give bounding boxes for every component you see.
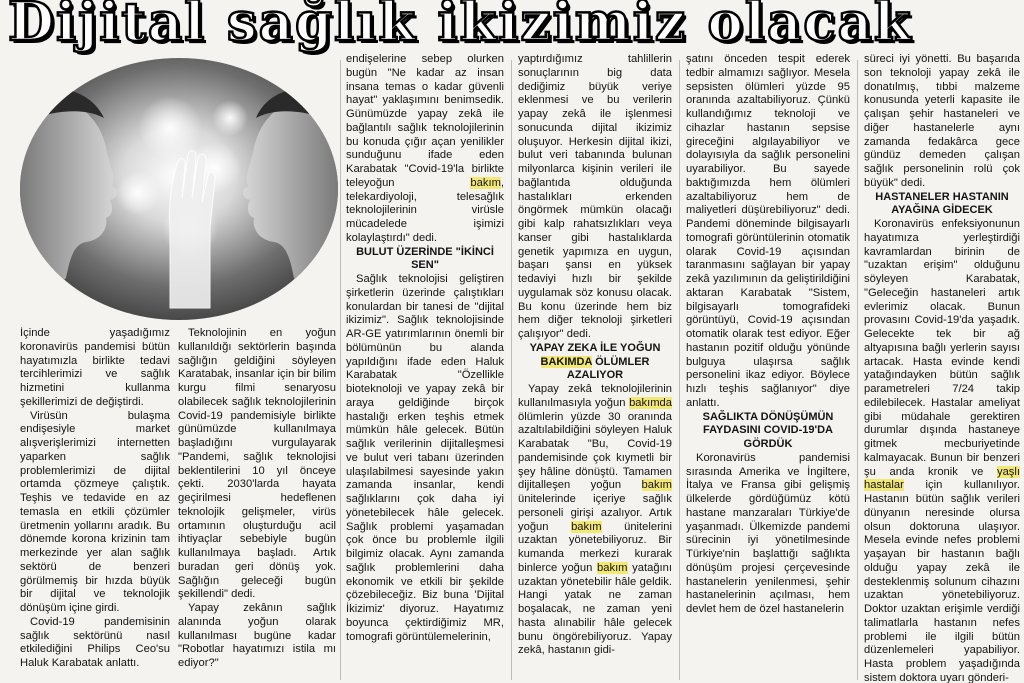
paragraph: Koronavirüs enfeksiyonunun hayatımıza yerleştirdiği kavramlardan birinin de "uzaktan erişim" olduğunu söyleyen Karabatak, "Geleceğin hastaneleri artık evlerimiz olacak. Bunun provasını Covid-19'da yaşadık. Gelecekte tek bir ağ altyapısına bağlı yerlerin sayısı artacak. Hasta evinde kendi yatağındayken bütün sağlık parametreleri 7/24 takip edilebilecek. Hastalar ameliyat gibi müdahale gerektiren durumlar dışında hastaneye gitmek mecburiyetinde kalmayacak. Bunun bir benzeri şu anda kronik ve yaşlı hastalar için kullanılıyor. Hastanın bütün sağlık verileri dünyanın neresinde olursa olsun doktoruna ulaşıyor. Mesela evinde nefes problemi yaşayan bir hastanın bağlı olduğu yapay zekâ ile desteklenmiş solunum cihazını uzaktan yönetebiliyoruz. Doktor uzaktan erişimle verdiği talimatlarla hastanın nefes problemi ile ilgili bütün düzenlemeleri yapabiliyor. Hasta problem yaşadığında sistem doktora uyarı gönderi- (864, 218, 1020, 683)
column-rule (511, 60, 512, 680)
paragraph: Koronavirüs pandemisi sırasında Amerika ve İngiltere, İtalya ve Fransa gibi gelişmiş ülkelerde gördüğümüz kötü hastane manzaraları Türkiye'de yaşanmadı. Ülkemizde pandemi sürecinin iyi yönetilmesinde Türkiye'nin başlattığı sağlıkta dönüşüm projesi çerçevesinde hastanelerin yenilenmesi, şehir hastanelerinin açılması, hem devlet hem de özel hastanelerin (686, 451, 850, 615)
paragraph: Yapay zekâ teknolojilerinin kullanılmasıyla yoğun bakımda ölümlerin yüzde 30 oranında azaltılabildiğini söyleyen Haluk Karabatak "Bu, Covid-19 pandemisinde çok kıymetli bir şey hâline dönüştü. Tamamen dijitalleşen yoğun bakım ünitelerinde içeriye sağlık personeli girişi azalıyor. Artık yoğun bakım ünitelerini uzaktan yönetebiliyoruz. Bir kumanda merkezi kurarak binlerce yoğun bakım yatağını uzaktan yönetebilir hâle geldik. Hangi yatak ne zaman boşalacak, ne zaman yeni hasta alınabilir hâle gelecek bunu öngörebiliyoruz. Yapay zekâ, hastanın gidi- (518, 383, 672, 657)
paragraph: İçinde yaşadığımız koronavirüs pandemisi bütün hayatımızla birlikte tedavi tercihlerimizi ve sağlık hizmetini kullanma şekillerimizi de değiştirdi. (20, 327, 170, 408)
paragraph: Teknolojinin en yoğun kullanıldığı sektörlerin başında sağlığın geldiğini söyleyen Karatabak, insanlar için bir bilim kurgu filmi senaryosu olabilecek sağlık teknolojilerinin Covid-19 pandemisiyle birlikte günümüzde kullanılmaya başladığını vurgulayarak "Pandemi, sağlık teknolojisi beklentilerini 10 yıl önceye çekti. 2030'larda hayata geçirilmesi hedeflenen teknolojik gelişmeler, virüs ortamının oluşturduğu acil ihtiyaçlar sebebiyle bugün kullanılmaya başladı. Artık buradan geri dönüş yok. Sağlığın geleceği bugün şekillendi" dedi. (178, 327, 336, 601)
article-column-1 (20, 327, 170, 683)
highlighted-term: bakım (470, 176, 501, 189)
article-column-4 (518, 53, 672, 683)
paragraph: endişelerine sebep olurken bugün "Ne kadar az insan insana temas o kadar güvenli hayat" yaklaşımını benimsedik. Günümüzde yapay zekâ ile bağlantılı sağlık teknolojilerinin bu konuda çığır açan yenilikler sunduğunu ifade eden Karabatak "Covid-19'la birlikte teleyoğun bakım, telekardiyoloji, telesağlık teknolojilerinin virüsle mücadelede işimizi kolaylaştırdı" dedi. (346, 53, 504, 244)
highlighted-term: BAKIMDA (540, 355, 593, 368)
paragraph: şatını önceden tespit ederek tedbir almamızı sağlıyor. Mesela sepsisten ölümleri yüzde 95 oranında azaltabiliyoruz. Çünkü kullandığımız teknoloji ve cihazlar hastanın sepsise gireceğini algılayabiliyor ve dolayısıyla da sağlık personelini uyarabiliyor. Bu sayede baktığımızda hem ölümleri azaltabiliyoruz hem de maliyetleri düşürebiliyoruz" dedi. Pandemi döneminde bilgisayarlı tomografi görüntülerinin otomatik olarak Covid-19 açısından taranmasını sağlayan bir yapay zekâ yazılımının da geliştirildiğini aktaran Karabatak "Sistem, bilgisayarlı tomografideki görüntüyü, Covid-19 açısından otomatik olarak test ediyor. Eğer hastanın pozitif olduğu yönünde bulguya ulaşırsa sağlık personelini ikaz ediyor. Böylece hızlı teşhis sağlanıyor" diye anlattı. (686, 53, 850, 409)
highlighted-term: bakımda (629, 396, 672, 409)
paragraph: Virüsün bulaşma endişesiyle market alışverişlerimizi internetten yaparken sağlık problemlerimizi de dijital ortamda çözmeye çalıştık. Teşhis ve tedavide en az temasla en etkili çözümler üretmenin yollarını aradık. Bu dönemde korona krizinin tam merkezinde yer alan sağlık sektörü de benzeri görülmemiş bir hızda büyük bir dijital ve teknolojik dönüşüm içine girdi. (20, 409, 170, 614)
subheading: BULUT ÜZERİNDE "İKİNCİ SEN" (356, 245, 494, 272)
paragraph: Covid-19 pandemisinin sağlık sektörünü nasıl etkilediğini Philips Ceo'su Haluk Karabatak anlattı. (20, 615, 170, 669)
paragraph: Sağlık teknolojisi geliştiren şirketlerin üzerinde çalıştıkları konulardan bir tanesi de "dijital ikizimiz". Sağlık teknolojisinde AR-GE yatırımlarının önemli bir bölümünün bu alanda yapıldığını ifade eden Haluk Karabatak "Özellikle bioteknoloji ve yapay zekâ bir araya geldiğinde birçok hastalığı erken teşhis etmek mümkün hâle gelecek. Bütün sağlık verilerinin dijitalleşmesi ve bulut veri tabanı üzerinden ulaşılabilmesi sayesinde yakın zamanda insanlar, kendi sağlıklarını çok daha iyi yönetebilecek hâle gelecek. Sağlık problemi yaşamadan çok önce bu problemle ilgili bilgimiz olacak. Aynı zamanda sağlık problemlerini daha ekonomik ve etkili bir şekilde çözebileceğiz. Biz buna 'Dijital İkizimiz' diyoruz. Hayatımız boyunca çektirdiğimiz MR, tomografi görüntülemelerinin, (346, 273, 504, 643)
column-rule (857, 60, 858, 680)
photo-illustration (20, 58, 338, 320)
article-column-6 (864, 53, 1020, 683)
headline: Dijital sağlık ikizimiz olacak (8, 0, 913, 53)
subheading: HASTANELER HASTANIN AYAĞINA GİDECEK (875, 190, 1009, 217)
highlighted-term: bakım (597, 561, 628, 574)
subheading: SAĞLIKTA DÖNÜŞÜMÜN FAYDASINI COVID-19'DA GÖRDÜK (702, 410, 834, 450)
paragraph: yaptırdığımız tahlillerin sonuçlarının big data dediğimiz büyük veriye eklenmesi ve bu verilerin yapay zekâ ile işlenmesi sonucunda dijital ikizimiz oluşuyor. Herkesin dijital ikizi, bulut veri tabanında bulunan milyonlarca kişinin verileri ile bağlantıda olduğunda hastalıkları erkenden öngörmek mümkün olacağı gibi kalp rahatsızlıkları veya kanser gibi hastalıklarda genetik yapımıza en uygun, başarı şansı en yüksek tedaviyi hızlı bir şekilde uygulamak söz konusu olacak. Bu konu üzerinde hem biz hem diğer teknoloji şirketleri çalışıyor" dedi. (518, 53, 672, 340)
article-column-5 (686, 53, 850, 683)
paragraph: süreci iyi yönetti. Bu başarıda son teknoloji yapay zekâ ile donatılmış, tıbbi malzeme konusunda yeterli kapasite ile çalışan şehir hastaneleri ve diğer hastanelerle aynı zamanda fedakârca gece gündüz demeden çalışan sağlık personelinin rolü çok büyük" dedi. (864, 53, 1020, 189)
column-rule (340, 60, 341, 680)
column-rule (679, 60, 680, 680)
highlighted-term: bakım (571, 520, 602, 533)
paragraph: Yapay zekânın sağlık alanında yoğun olarak kullanılması bugüne kadar "Robotlar hayatımızı istila mı ediyor?" (178, 602, 336, 669)
highlighted-term: yaşlı hastalar (864, 465, 1020, 492)
subheading: YAPAY ZEKA İLE YOĞUN BAKIMDA ÖLÜMLER AZALIYOR (529, 341, 661, 382)
highlighted-term: bakım (641, 479, 672, 492)
article-photo (20, 58, 338, 320)
article-column-3 (346, 53, 504, 683)
article-column-2 (178, 327, 336, 683)
